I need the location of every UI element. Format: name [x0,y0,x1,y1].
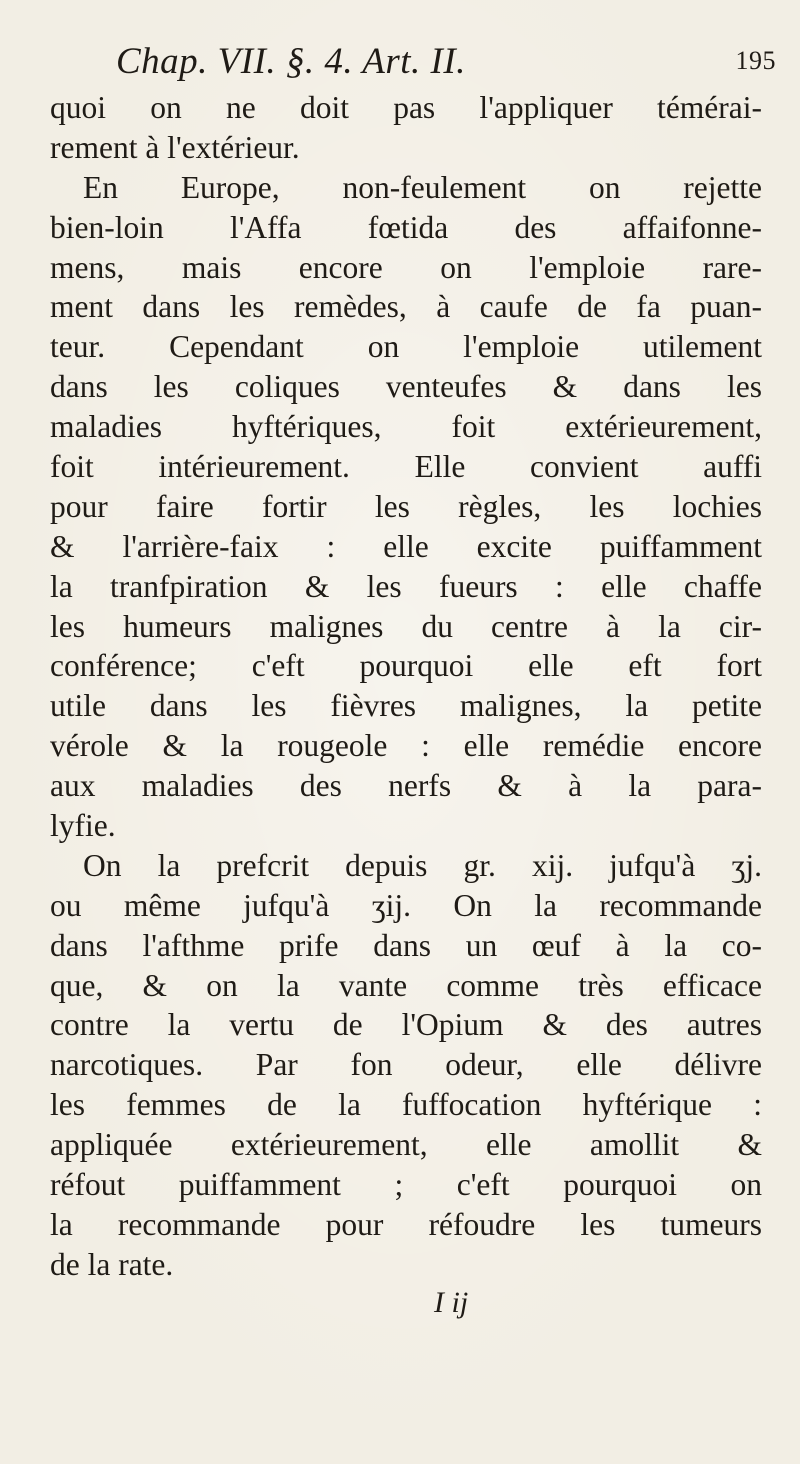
text-line: & l'arrière-faix : elle excite puiffamment [50,528,762,564]
text-line: aux maladies des nerfs & à la para- [50,768,762,804]
text-line: la tranfpiration & les fueurs : elle chaffe [50,568,762,604]
text-line: les humeurs malignes du centre à la cir- [50,608,762,644]
text-line: utile dans les fièvres malignes, la petite [50,688,762,724]
text-line: conférence; c'eft pourquoi elle eft fort [50,648,762,684]
signature-mark: I ij [434,1286,469,1319]
text-line: maladies hyftériques, foit extérieurement, [50,409,762,445]
text-line: mens, mais encore on l'emploie rare- [50,249,762,285]
text-line: vérole & la rougeole : elle remédie encore [50,728,762,764]
text-line: On la prefcrit depuis gr. xij. jufqu'à ʒj. [83,847,762,883]
text-line: narcotiques. Par fon odeur, elle délivre [50,1047,762,1083]
text-line: En Europe, non-feulement on rejette [83,169,762,205]
text-line: appliquée extérieurement, elle amollit & [50,1127,762,1163]
text-line: quoi on ne doit pas l'appliquer témérai- [50,90,762,125]
text-line: ment dans les remèdes, à caufe de fa puan- [50,289,762,325]
text-line: la recommande pour réfoudre les tumeurs [50,1206,762,1242]
text-line: bien-loin l'Affa fœtida des affaifonne- [50,209,762,245]
text-line: lyfie. [50,808,116,844]
text-line: teur. Cependant on l'emploie utilement [50,329,762,365]
text-line: rement à l'extérieur. [50,129,300,165]
text-line: foit intérieurement. Elle convient auffi [50,449,762,485]
text-line: de la rate. [50,1246,174,1282]
text-line: dans l'afthme prife dans un œuf à la co- [50,927,762,963]
text-line: dans les coliques venteufes & dans les [50,369,762,405]
text-line: contre la vertu de l'Opium & des autres [50,1007,762,1043]
page-number: 195 [735,46,776,75]
text-line: réfout puiffamment ; c'eft pourquoi on [50,1167,762,1203]
text-line: pour faire fortir les règles, les lochies [50,488,762,524]
text-line: ou même jufqu'à ʒij. On la recommande [50,887,762,923]
text-line: que, & on la vante comme très efficace [50,967,762,1003]
running-head-title: Chap. VII. §. 4. Art. II. [116,41,466,82]
text-line: les femmes de la fuffocation hyftérique : [50,1087,762,1123]
text-block [50,88,762,1285]
